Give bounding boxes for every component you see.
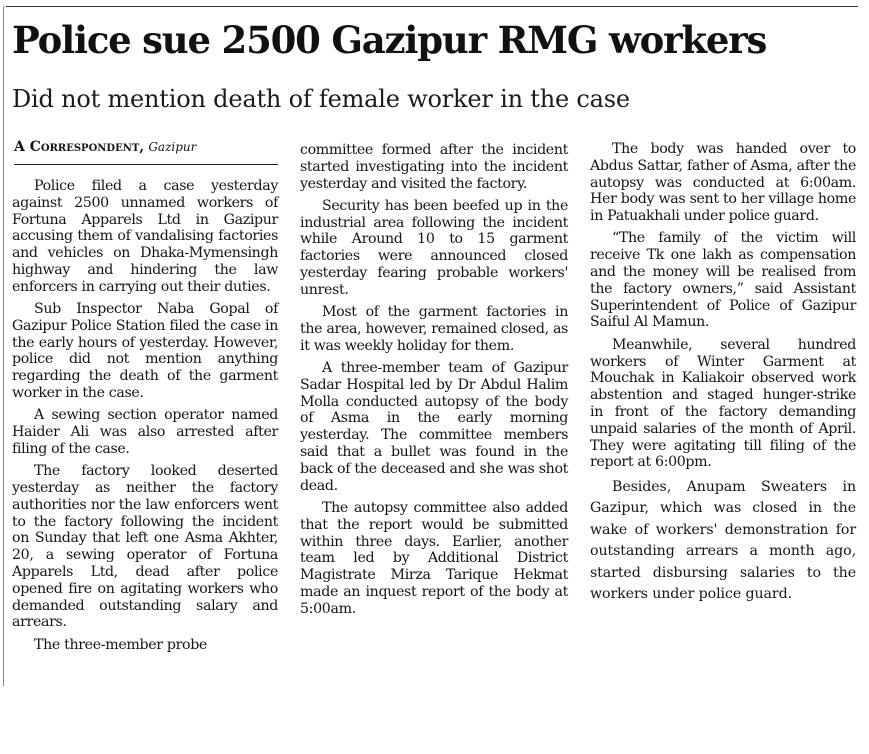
paragraph: A three-member team of Gazipur Sadar Hospital led by Dr Abdul Halim Molla conducted autopsy of the body of Asma in the early morning yesterday. The committee members said that a bullet was found in the back of the deceased and she was shot dead. [300,360,568,494]
paragraph: Meanwhile, several hundred workers of Winter Garment at Mouchak in Kaliakoir observed work abstention and staged hunger-strike in front of the factory demanding unpaid salaries of the month of April. They were agitating till filing of the report at 6:00pm. [590,336,856,471]
article-column-1 [12,178,278,659]
byline [14,139,278,165]
paragraph: The body was handed over to Abdus Sattar, father of Asma, after the autopsy was conducted at 6:00am. Her body was sent to her village home in Patuakhali under police guard. [590,141,856,225]
headline: Police sue 2500 Gazipur RMG workers [12,18,767,62]
article-column-2 [300,142,568,623]
subheadline: Did not mention death of female worker in the case [12,85,630,113]
paragraph: The autopsy committee also added that the report would be submitted within three days. Earlier, another team led by Additional District Magistrate Mirza Tarique Hekmat made an inquest report of the body at 5:00am. [300,499,568,617]
paragraph: The three-member probe [34,636,207,653]
paragraph: Most of the garment factories in the area, however, remained closed, as it was weekly holiday for them. [300,304,568,354]
paragraph: The factory looked deserted yesterday as neither the factory authorities nor the law enforcers went to the factory following the incident on Sunday that left one Asma Akhter, 20, a sewing operator of Fortuna Apparels Ltd, dead after police opened fire on agitating workers who demanded outstanding salary and arrears. [12,463,278,631]
top-rule [6,6,858,7]
paragraph: Police filed a case yesterday against 2500 unnamed workers of Fortuna Apparels Ltd in Gazipur accusing them of vandalising factories and vehicles on Dhaka-Mymensingh highway and hindering the law enforcers in carrying out their duties. [12,178,278,295]
article-column-3 [590,141,856,611]
paragraph: A sewing section operator named Haider Ali was also arrested after filing of the case. [12,407,278,457]
paragraph: Security has been beefed up in the industrial area following the incident while Around 10 to 15 garment factories were announced closed yesterday fearing probable workers' unrest. [300,197,568,298]
paragraph: Besides, Anupam Sweaters in Gazipur, which was closed in the wake of workers' demonstration for outstanding arrears a month ago, started disbursing salaries to the workers under police guard. [590,478,856,603]
byline-author: A Correspondent, [14,139,145,155]
left-rule [3,6,4,686]
byline-location: Gazipur [148,140,197,154]
paragraph: Sub Inspector Naba Gopal of Gazipur Police Station filed the case in the early hours of yesterday. However, police did not mention anything regarding the death of the garment worker in the case. [12,301,278,402]
paragraph: committee formed after the incident started investigating into the incident yesterday and visited the factory. [300,142,568,192]
paragraph: “The family of the victim will receive Tk one lakh as compensation and the money will be realised from the factory owners,” said Assistant Superintendent of Police of Gazipur Saiful Al Mamun. [590,230,856,331]
